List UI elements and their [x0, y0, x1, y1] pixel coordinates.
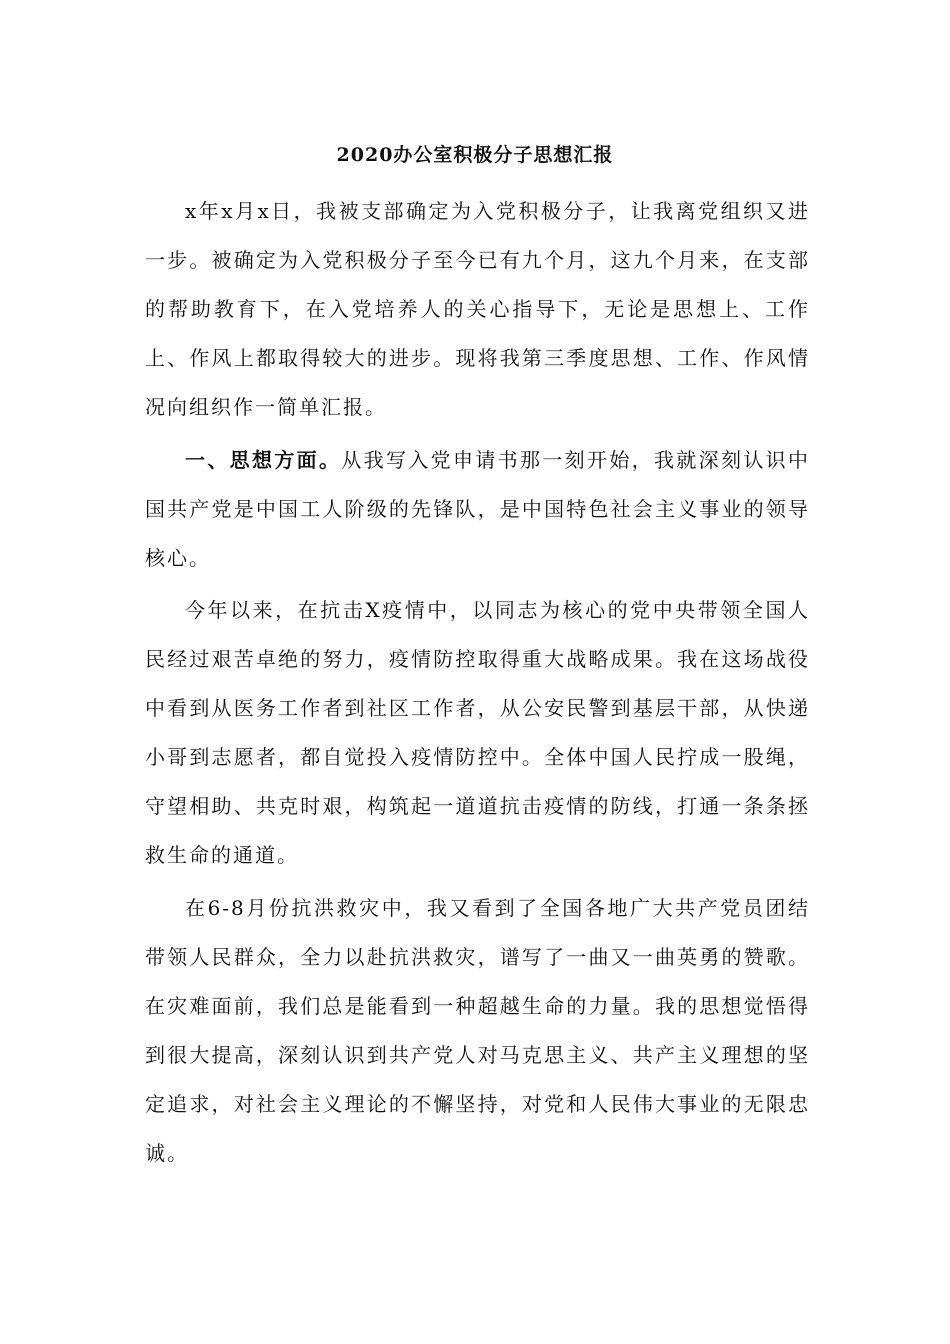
paragraph-thought — [145, 436, 810, 583]
paragraph-thought-body: 从我写入党申请书那一刻开始，我就深刻认识中国共产党是中国工人阶级的先锋队，是中国特色社会主义事业的领导核心。 — [145, 448, 811, 570]
paragraph-epidemic: 今年以来，在抗击X疫情中，以同志为核心的党中央带领全国人民经过艰苦卓绝的努力，疫情防控取得重大战略成果。我在这场战役中看到从医务工作者到社区工作者，从公安民警到基层干部，从快递小哥到志愿者，都自觉投入疫情防控中。全体中国人民拧成一股绳，守望相助、共克时艰，构筑起一道道抗击疫情的防线，打通一条条拯救生命的通道。 — [145, 598, 810, 867]
paragraph-intro: x年x月x日，我被支部确定为入党积极分子，让我离党组织又进一步。被确定为入党积极分子至今已有九个月，这九个月来，在支部的帮助教育下，在入党培养人的关心指导下，无论是思想上、工作上、作风上都取得较大的进步。现将我第三季度思想、工作、作风情况向组织作一简单汇报。 — [145, 199, 810, 419]
section-heading-thought: 一、思想方面。 — [185, 448, 342, 472]
document-title: 2020办公室积极分子思想汇报 — [336, 144, 614, 166]
paragraph-flood-relief: 在6-8月份抗洪救灾中，我又看到了全国各地广大共产党员团结带领人民群众，全力以赴抗洪救灾，谱写了一曲又一曲英勇的赞歌。在灾难面前，我们总是能看到一种超越生命的力量。我的思想觉悟得到很大提高，深刻认识到共产党人对马克思主义、共产主义理想的坚定追求，对社会主义理论的不懈坚持，对党和人民伟大事业的无限忠诚。 — [145, 896, 810, 1165]
